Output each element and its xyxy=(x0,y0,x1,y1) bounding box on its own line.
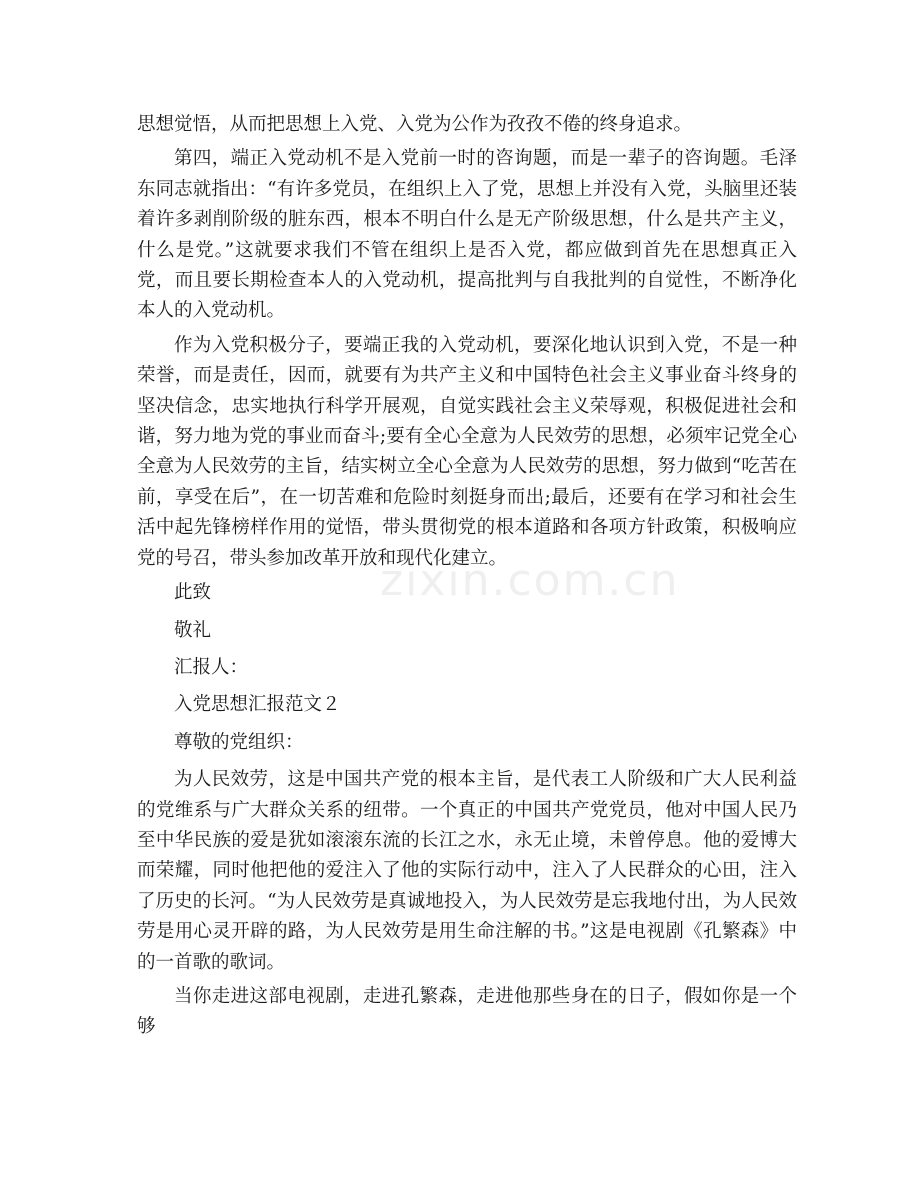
closing-regards: 敬礼 xyxy=(174,619,212,641)
reporter-label: 汇报人： xyxy=(174,656,249,678)
paragraph-activist: 作为入党积极分子，要端正我的入党动机，要深化地认识到入党，不是一种荣誉，而是责任，因而，就要有为共产主义和中国特色社会主义事业奋斗终身的坚决信念，忠实地执行科学开展观，自觉实践社会主义荣辱观，积极促进社会和谐，努力地为党的事业而奋斗;要有全心全意为人民效劳的思想，必须牢记党全心全意为人民效劳的主旨，结实树立全心全意为人民效劳的思想，努力做到“吃苦在前，享受在后”，在一切苦难和危险时刻挺身而出;最后，还要有在学习和社会生活中起先锋榜样作用的觉悟，带头贯彻党的根本道路和各项方针政策，积极响应党的号召，带头参加改革开放和现代化建立。 xyxy=(137,334,797,569)
greeting: 尊敬的党组织： xyxy=(174,731,304,753)
paragraph-serve-people: 为人民效劳，这是中国共产党的根本主旨，是代表工人阶级和广大人民利益的党维系与广大群众关系的纽带。一个真正的中国共产党党员，他对中国人民乃至中华民族的爱是犹如滚滚东流的长江之水，永无止境，未曾停息。他的爱博大而荣耀，同时他把他的爱注入了他的实际行动中，注入了人民群众的心田，注入了历史的长河。“为人民效劳是真诚地投入，为人民效劳是忘我地付出，为人民效劳是用心灵开辟的路，为人民效劳是用生命注解的书。”这是电视剧《孔繁森》中的一首歌的歌词。 xyxy=(137,769,797,973)
closing-salutation: 此致 xyxy=(174,582,212,604)
section-title: 入党思想汇报范文２ xyxy=(174,694,341,716)
document-body xyxy=(137,110,797,1047)
watermark: zixin.com.cn xyxy=(380,555,680,606)
paragraph-fourth-point: 第四，端正入党动机不是入党前一时的咨询题，而是一辈子的咨询题。毛泽东同志就指出：“有许多党员，在组织上入了党，思想上并没有入党，头脑里还装着许多剥削阶级的脏东西，根本不明白什么是无产阶级思想，什么是共产主义，什么是党。”这就要求我们不管在组织上是否入党，都应做到首先在思想真正入党，而且要长期检查本人的入党动机，提高批判与自我批判的自觉性，不断净化本人的入党动机。 xyxy=(137,148,797,322)
paragraph-tv-drama: 当你走进这部电视剧，走进孔繁森，走进他那些身在的日子，假如你是一个够 xyxy=(137,985,797,1038)
paragraph-continuation: 思想觉悟，从而把思想上入党、入党为公作为孜孜不倦的终身追求。 xyxy=(137,114,693,135)
